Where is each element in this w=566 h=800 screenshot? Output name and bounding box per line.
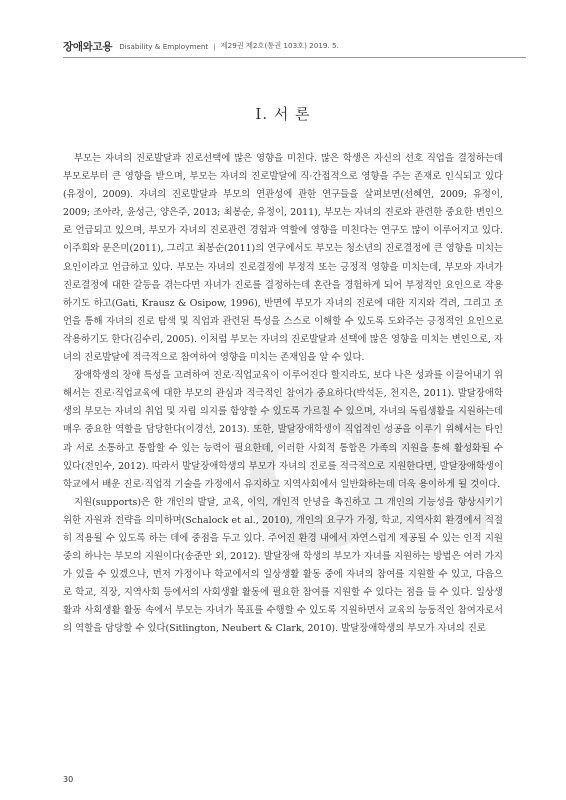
section-title: I. 서 론 <box>255 105 311 123</box>
journal-name: Disability & Employment <box>119 41 209 51</box>
page-number: 30 <box>63 775 74 784</box>
header-separator: | <box>213 41 216 51</box>
running-header <box>63 38 526 54</box>
issue-info: 제29권 제2호(통권 103호) 2019. 5. <box>220 41 339 50</box>
header-rule <box>63 57 526 58</box>
journal-logo: 장애와고용 <box>63 40 113 53</box>
body-text <box>63 150 503 639</box>
paragraph-1: 부모는 자녀의 진로발달과 진로선택에 많은 영향을 미친다. 많은 학생은 자신의 선호 직업을 결정하는데 부모로부터 큰 영향을 받으며, 부모는 자녀의 진로발달에 직·간접적으로 영향을 주는 존재로 인식되고 있다(유정이, 2009). 자녀의 진로발달과 부모의 연관성에 관한 연구들을 살펴보면(선혜연, 2009; 유정이, 2009; 조아라, 윤성근, 양은주, 2013; 최봉순, 유정이, 2011), 부모는 자녀의 진로와 관련한 중요한 변인으로 언급되고 있으며, 부모가 자녀의 진로관련 경험과 역할에 영향을 미친다는 연구도 많이 이루어지고 있다. 이주희와 문은미(2011), 그리고 최봉순(2011)의 연구에서도 부모는 청소년의 진로결정에 큰 영향을 미치는 요인이라고 언급하고 있다. 부모는 자녀의 진로결정에 부정적 또는 긍정적 영향을 미치는데, 부모와 자녀가 진로결정에 대한 갈등을 겪는다면 자녀가 진로를 결정하는데 혼란을 경험하게 되어 부정적인 요인으로 작용하기도 하고(Gati, Krausz & Osipow, 1996), 반면에 부모가 자녀의 진로에 대한 지지와 격려, 그리고 조언을 통해 자녀의 진로 탐색 및 직업과 관련된 특성을 스스로 이해할 수 있도록 도와주는 긍정적인 요인으로 작용하기도 한다(김수리, 2005). 이처럼 부모는 자녀의 진로발달과 선택에 많은 영향을 미치는 변인으로, 자녀의 진로발달에 적극적으로 참여하여 영향을 미치는 존재임을 알 수 있다. <box>63 153 503 364</box>
paragraph-2: 장애학생의 장애 특성을 고려하여 진로·직업교육이 이루어진다 할지라도, 보다 나은 성과를 이끌어내기 위해서는 진로·직업교육에 대한 부모의 관심과 적극적인 참여가 중요하다(박석돈, 천지은, 2011). 발달장애학생의 부모는 자녀의 취업 및 자립 의지를 함양할 수 있도록 가르칠 수 있으며, 자녀의 독립생활을 지원하는데 매우 중요한 역할을 담당한다(이경선, 2013). 또한, 발달장애학생이 직업적인 성공을 이루기 위해서는 타인과 서로 소통하고 통합할 수 있는 능력이 필요한데, 이러한 사회적 통합은 가족의 지원을 통해 활성화될 수 있다(전인수, 2012). 따라서 발달장애학생의 부모가 자녀의 진로를 적극적으로 지원한다면, 발달장애학생이 학교에서 배운 진로·직업적 기술을 가정에서 유지하고 지역사회에서 일반화하는데 더욱 용이하게 될 것이다. <box>63 370 503 490</box>
paragraph-3: 지원(supports)은 한 개인의 발달, 교육, 이익, 개인적 안녕을 촉진하고 그 개인의 기능성을 향상시키기 위한 자원과 전략을 의미하며(Schalock et al., 2010), 개인의 요구가 가정, 학교, 지역사회 환경에서 적절히 적용될 수 있도록 하는 데에 중점을 두고 있다. 주어진 환경 내에서 자연스럽게 제공될 수 있는 인적 지원 중의 하나는 부모의 지원이다(송준만 외, 2012). 발달장애 학생의 부모가 자녀를 지원하는 방법은 여러 가지가 있을 수 있겠으나, 먼저 가정이나 학교에서의 일상생활 활동 중에 자녀의 참여를 지원할 수 있고, 다음으로 학교, 직장, 지역사회 등에서의 사회생활 활동에 필요한 참여를 지원할 수 있다는 점을 들 수 있다. 일상생활과 사회생활 활동 속에서 부모는 자녀가 목표를 수행할 수 있도록 지원하면서 교육의 능동적인 참여자로서의 역할을 담당할 수 있다(Sitlington, Neubert & Clark, 2010). 발달장애학생의 부모가 자녀의 진로 <box>63 496 503 635</box>
